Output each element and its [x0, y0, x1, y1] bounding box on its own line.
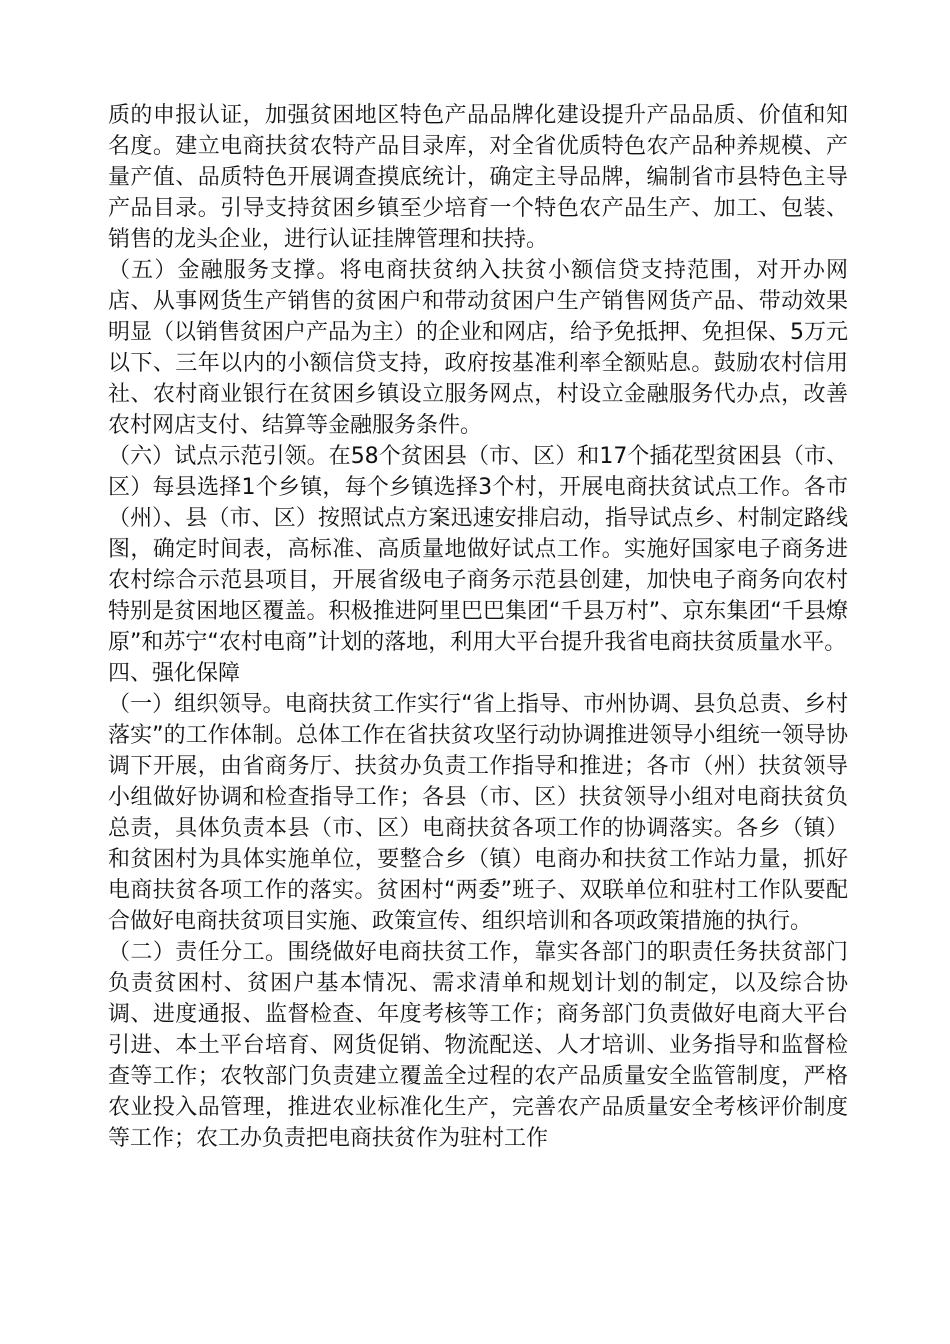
paragraph-product-brand: 质的申报认证，加强贫困地区特色产品品牌化建设提升产品品质、价值和知名度。建立电商扶贫农特产品目录库，对全省优质特色农产品种养规模、产量产值、品质特色开展调查摸底统计，确定主导品牌，编制省市县特色主导产品目录。引导支持贫困乡镇至少培育一个特色农产品生产、加工、包装、销售的龙头企业，进行认证挂牌管理和扶持。: [108, 103, 848, 252]
section-heading-safeguards: 四、强化保障: [108, 661, 241, 686]
paragraph-organization-leadership: （一）组织领导。电商扶贫工作实行“省上指导、市州协调、县负总责、乡村落实”的工作体制。总体工作在省扶贫攻坚行动协调推进领导小组统一领导协调下开展，由省商务厅、扶贫办负责工作指导和推进；各市（州）扶贫领导小组做好协调和检查指导工作；各县（市、区）扶贫领导小组对电商扶贫负总责，具体负责本县（市、区）电商扶贫各项工作的协调落实。各乡（镇）和贫困村为具体实施单位，要整合乡（镇）电商办和扶贫工作站力量，抓好电商扶贫各项工作的落实。贫困村“两委”班子、双联单位和驻村工作队要配合做好电商扶贫项目实施、政策宣传、组织培训和各项政策措施的执行。: [108, 692, 848, 934]
paragraph-financial-support: （五）金融服务支撑。将电商扶贫纳入扶贫小额信贷支持范围，对开办网店、从事网货生产销售的贫困户和带动贫困户生产销售网货产品、带动效果明显（以销售贫困户产品为主）的企业和网店，给予免抵押、免担保、5万元以下、三年以内的小额信贷支持，政府按基准利率全额贴息。鼓励农村信用社、农村商业银行在贫困乡镇设立服务网点，村设立金融服务代办点，改善农村网店支付、结算等金融服务条件。: [108, 258, 848, 438]
document-body: [108, 100, 848, 1154]
paragraph-responsibility-division: （二）责任分工。围绕做好电商扶贫工作，靠实各部门的职责任务扶贫部门负责贫困村、贫困户基本情况、需求清单和规划计划的制定，以及综合协调、进度通报、监督检查、年度考核等工作；商务部门负责做好电商大平台引进、本土平台培育、网货促销、物流配送、人才培训、业务指导和监督检查等工作；农牧部门负责建立覆盖全过程的农产品质量安全监管制度，严格农业投入品管理，推进农业标准化生产，完善农产品质量安全考核评价制度等工作；农工办负责把电商扶贫作为驻村工作: [108, 940, 848, 1151]
paragraph-pilot-demonstration: （六）试点示范引领。在58个贫困县（市、区）和17个插花型贫困县（市、区）每县选择1个乡镇，每个乡镇选择3个村，开展电商扶贫试点工作。各市（州）、县（市、区）按照试点方案迅速安排启动，指导试点乡、村制定路线图，确定时间表，高标准、高质量地做好试点工作。实施好国家电子商务进农村综合示范县项目，开展省级电子商务示范县创建，加快电子商务向农村特别是贫困地区覆盖。积极推进阿里巴巴集团“千县万村”、京东集团“千县燎原”和苏宁“农村电商”计划的落地，利用大平台提升我省电商扶贫质量水平。: [108, 444, 848, 655]
